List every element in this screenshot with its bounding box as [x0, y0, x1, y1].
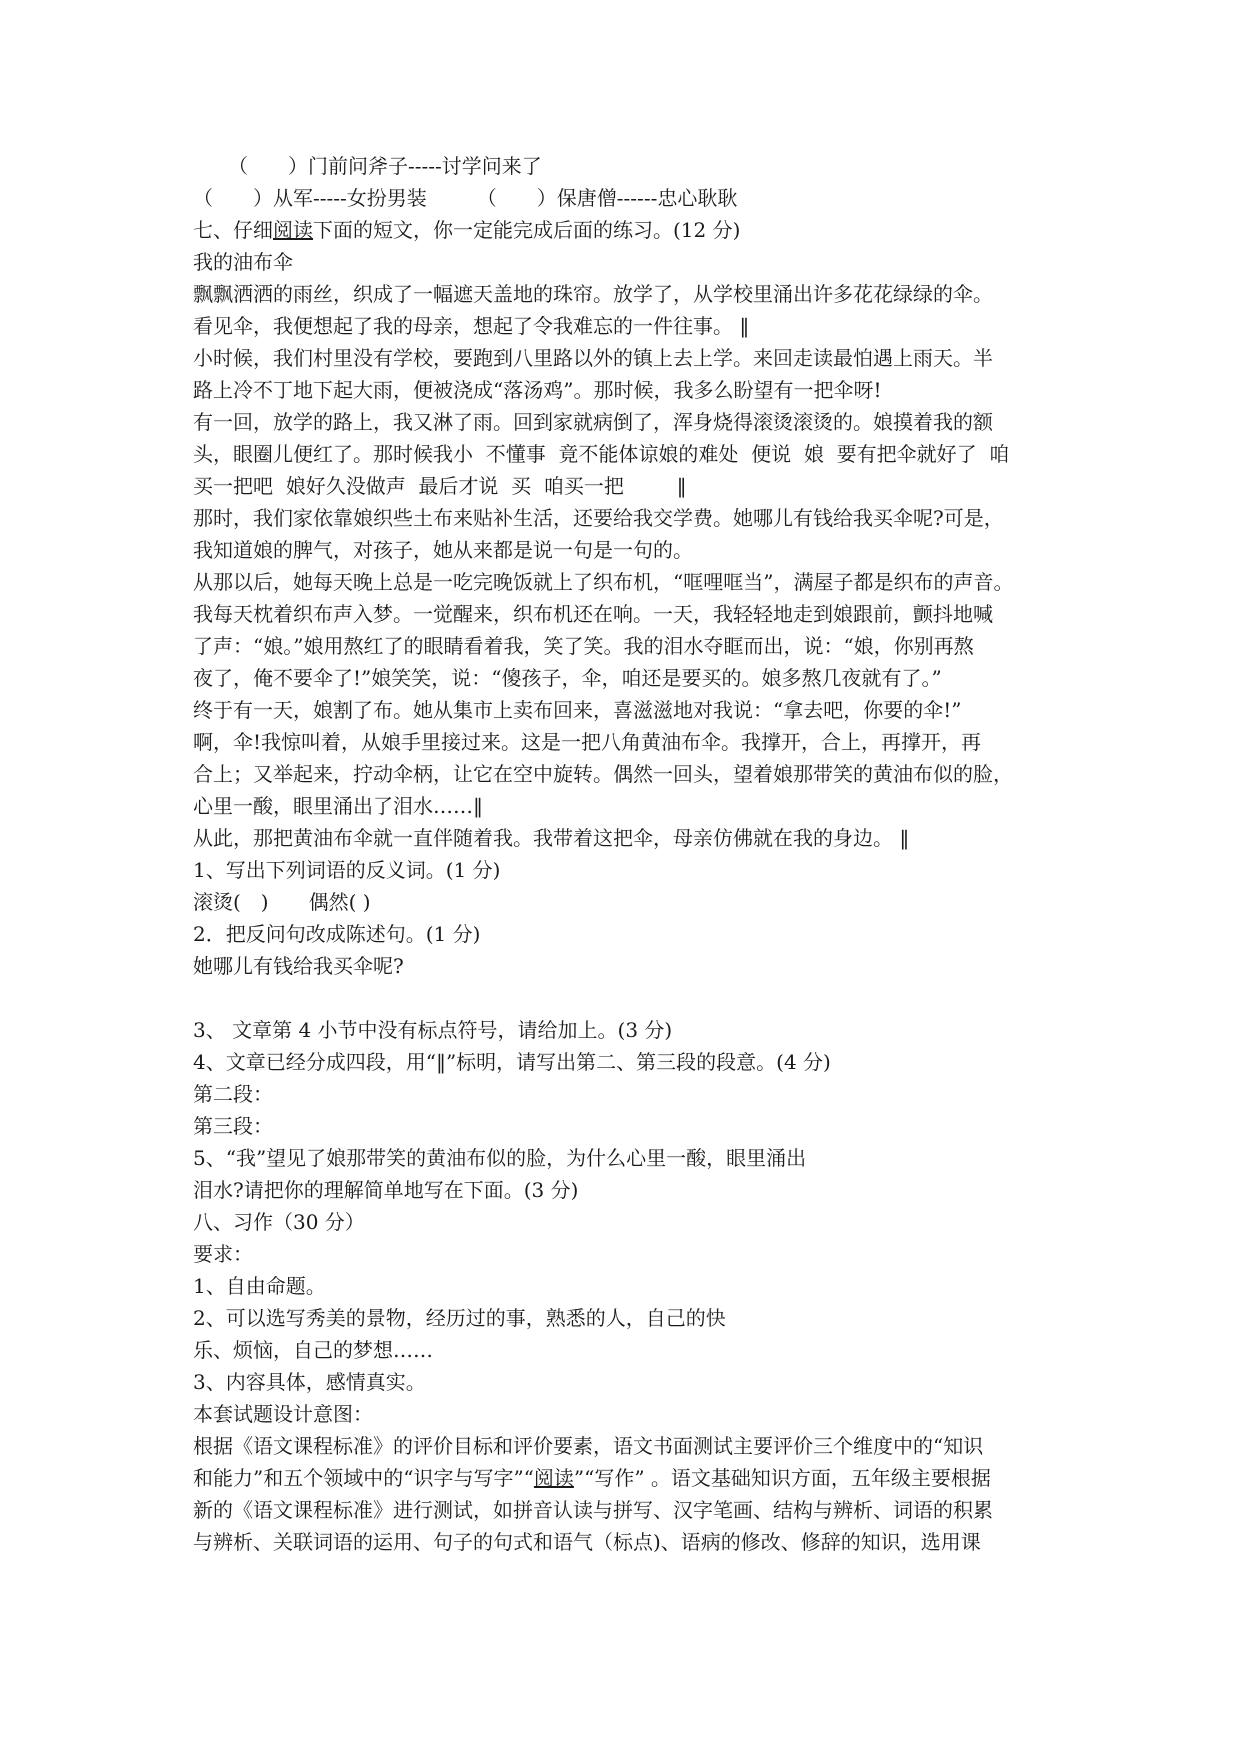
question-2: 2．把反问句改成陈述句。(1 分) [193, 922, 481, 946]
question-4-part-3: 第三段： [193, 1114, 273, 1138]
question-3: 3、 文章第 4 小节中没有标点符号，请给加上。(3 分) [193, 1018, 673, 1042]
question-1: 1、写出下列词语的反义词。(1 分) [193, 858, 501, 882]
section-8-heading: 八、习作（30 分） [193, 1210, 365, 1234]
question-4: 4、文章已经分成四段，用“‖”标明，请写出第二、第三段的段意。(4 分) [193, 1050, 831, 1074]
question-5-cont: 泪水?请把你的理解简单地写在下面。(3 分) [193, 1178, 579, 1202]
passage-title: 我的油布伞 [193, 250, 293, 274]
passage-line: 飘飘洒洒的雨丝，织成了一幅遮天盖地的珠帘。放学了，从学校里涌出许多花花绿绿的伞。 [193, 282, 993, 306]
design-intent-heading: 本套试题设计意图： [193, 1402, 373, 1426]
design-intent-line: 与辨析、关联词语的运用、句子的句式和语气（标点)、语病的修改、修辞的知识，选用课 [193, 1530, 981, 1554]
design-intent-underlined: 阅读 [533, 1466, 574, 1490]
passage-line: 我每天枕着织布声入梦。一觉醒来，织布机还在响。一天，我轻轻地走到娘跟前，颤抖地喊 [193, 602, 993, 626]
passage-line: 啊，伞!我惊叫着，从娘手里接过来。这是一把八角黄油布伞。我撑开，合上，再撑开，再 [193, 730, 982, 754]
passage-line: 从此，那把黄油布伞就一直伴随着我。我带着这把伞，母亲仿佛就在我的身边。 ‖ [193, 826, 910, 850]
passage-line: 合上；又举起来，拧动伞柄，让它在空中旋转。偶然一回头，望着娘那带笑的黄油布似的脸， [193, 762, 1013, 786]
requirement-3: 3、内容具体，感情真实。 [193, 1370, 426, 1394]
requirement-2: 2、可以选写秀美的景物，经历过的事，熟悉的人，自己的快 [193, 1306, 726, 1330]
design-intent-rest: ”“写作” 。语文基础知识方面，五年级主要根据 [573, 1466, 991, 1490]
requirements-label: 要求： [193, 1242, 253, 1266]
passage-line: 那时，我们家依靠娘织些土布来贴补生活，还要给我交学费。她哪儿有钱给我买伞呢?可是， [193, 506, 1004, 530]
passage-line: 路上冷不丁地下起大雨，便被浇成“落汤鸡”。那时候，我多么盼望有一把伞呀! [193, 378, 882, 402]
design-intent-line: 新的《语文课程标准》进行测试，如拼音认读与拼写、汉字笔画、结构与辨析、词语的积累 [193, 1498, 993, 1522]
design-intent-line [193, 1462, 991, 1494]
design-intent-part: 和能力”和五个领域中的“识字与写字”“ [193, 1466, 534, 1490]
section-7-heading [193, 214, 740, 246]
requirement-1: 1、自由命题。 [193, 1274, 326, 1298]
requirement-2-cont: 乐、烦恼，自己的梦想…… [193, 1338, 433, 1362]
passage-line: 我知道娘的脾气，对孩子，她从来都是说一句是一句的。 [193, 538, 693, 562]
passage-line: 头，眼圈儿便红了。那时候我小 不懂事 竟不能体谅娘的难处 便说 娘 要有把伞就好了 咱 [193, 442, 1010, 466]
question-1-blanks: 滚烫( ) 偶然( ) [193, 890, 371, 914]
question-5: 5、“我”望见了娘那带笑的黄油布似的脸，为什么心里一酸，眼里涌出 [193, 1146, 807, 1170]
passage-line: 小时候，我们村里没有学校，要跑到八里路以外的镇上去上学。来回走读最怕遇上雨天。半 [193, 346, 993, 370]
passage-line: 有一回，放学的路上，我又淋了雨。回到家就病倒了，浑身烧得滚烫滚烫的。娘摸着我的额 [193, 410, 993, 434]
question-4-part-2: 第二段： [193, 1082, 273, 1106]
passage-line: 夜了，俺不要伞了!”娘笑笑，说：“傻孩子，伞，咱还是要买的。娘多熬几夜就有了。” [193, 666, 942, 690]
passage-line: 买一把吧 娘好久没做声 最后才说 买 咱买一把 ‖ [193, 474, 687, 498]
passage-line: 了声：“娘。”娘用熬红了的眼睛看着我，笑了笑。我的泪水夺眶而出，说：“娘，你别再熬 [193, 634, 974, 658]
question-2-sentence: 她哪儿有钱给我买伞呢? [193, 954, 404, 978]
section-7-heading-rest: 下面的短文，你一定能完成后面的练习。(12 分) [313, 218, 741, 242]
passage-line: 从那以后，她每天晚上总是一吃完晚饭就上了织布机，“哐哩哐当”，满屋子都是织布的声音。 [193, 570, 1014, 594]
idiom-match-line-2: （ ）从军-----女扮男装 （ ）保唐僧------忠心耿耿 [193, 186, 738, 210]
section-7-heading-underlined: 阅读 [273, 218, 313, 242]
passage-line: 终于有一天，娘割了布。她从集市上卖布回来，喜滋滋地对我说：“拿去吧，你要的伞!” [193, 698, 962, 722]
idiom-match-line-1: （ ）门前问斧子-----讨学问来了 [228, 154, 542, 178]
passage-line: 看见伞，我便想起了我的母亲，想起了令我难忘的一件往事。 ‖ [193, 314, 750, 338]
passage-line: 心里一酸，眼里涌出了泪水……‖ [193, 794, 483, 818]
design-intent-line: 根据《语文课程标准》的评价目标和评价要素，语文书面测试主要评价三个维度中的“知识 [193, 1434, 984, 1458]
section-7-heading-part: 七、仔细 [193, 218, 273, 242]
